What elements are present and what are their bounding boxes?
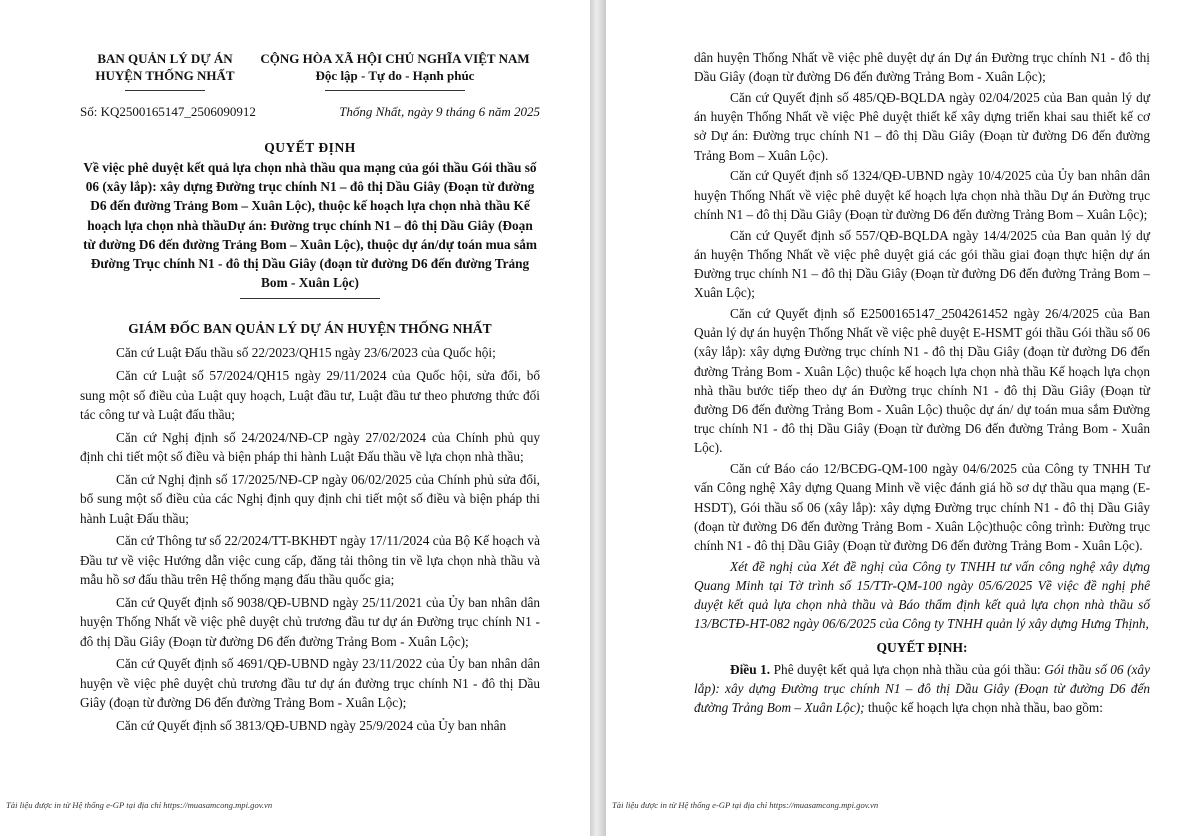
document-number: Số: KQ2500165147_2506090912 (80, 104, 256, 119)
legal-basis-paragraph: Căn cứ Nghị định số 17/2025/NĐ-CP ngày 06/02/2025 của Chính phủ sửa đổi, bổ sung một số điều của các Nghị định quy định chi tiết một số điều và biện pháp thi hành Luật Đấu thầu; (80, 471, 540, 526)
document-date: Thống Nhất, ngày 9 tháng 6 năm 2025 (339, 104, 540, 119)
issuing-organization (80, 50, 250, 91)
subject-text: Về việc phê duyệt kết quả lựa chọn nhà thầu qua mạng của gói thầu Gói thầu số 06 (xây lắp): xây dựng Đường trục chính N1 – đô thị Dầu Giây (Đoạn từ đường D6 đến đường Trảng Bom – Xuân Lộc), thuộc kế hoạch lựa chọn nhà thầu Kế hoạch lựa chọn nhà thầuDự án: Đường trục chính N1 – đô thị Dầu Giây (Đoạn từ đường D6 đến đường Trảng Bom – Xuân Lộc), thuộc dự án/dự toán mua sắm Đường Trục chính N1 - đô thị Dầu Giây (đoạn từ đường D6 đến đường Trảng Bom - Xuân Lộc) (83, 160, 537, 291)
legal-basis-paragraph: Căn cứ Quyết định số 557/QĐ-BQLDA ngày 14/4/2025 của Ban quản lý dự án huyện Thống Nhất về việc phê duyệt giá các gói thầu giai đoạn thực hiện dự án Đường trục chính N1 – đô thị Dầu Giây (Đoạn từ đường D6 đến đường Trảng Bom – Xuân Lộc); (694, 227, 1150, 301)
legal-basis-paragraph: Căn cứ Luật Đấu thầu số 22/2023/QH15 ngày 23/6/2023 của Quốc hội; (116, 345, 496, 361)
page-1-content (80, 50, 540, 739)
document-subject (80, 158, 540, 299)
legal-basis-paragraph: Căn cứ Quyết định số 3813/QĐ-UBND ngày 25/9/2024 của Ủy ban nhân (116, 717, 507, 733)
national-motto (250, 50, 540, 91)
legal-basis-paragraph: Căn cứ Thông tư số 22/2024/TT-BKHĐT ngày 17/11/2024 của Bộ Kế hoạch và Đầu tư về việc Hướng dẫn việc cung cấp, đăng tải thông tin về lựa chọn nhà thầu và mẫu hồ sơ đấu thầu trên Hệ thống mạng đấu thầu quốc gia; (80, 533, 540, 588)
document-page-1 (0, 0, 590, 836)
article-1-text: Phê duyệt kết quả lựa chọn nhà thầu của gói thầu: (770, 661, 1045, 677)
page-gutter (590, 0, 606, 836)
article-1-package: Gói thầu số 06 (xây lắp): xây dựng Đường trục chính N1 – đô thị Dầu Giây (Đoạn từ đường D6 đến đường Trảng Bom – Xuân Lộc); (694, 661, 1150, 716)
legal-basis-paragraph: Căn cứ Quyết định số E2500165147_2504261452 ngày 26/4/2025 của Ban Quản lý dự án huyện Thống Nhất về việc phê duyệt E-HSMT gói thầu Gói thầu số 06 (xây lắp): xây dựng Đường trục chính N1 - đô thị Dầu Giây (đoạn từ đường D6 đến đường Trảng Bom - Xuân Lộc) thuộc kế hoạch lựa chọn nhà thầu Kế hoạch lựa chọn nhà thầu bước tiếp theo dự án Đường trục chính N1 - đô thị Dầu Giây (Đoạn từ đường D6 đến đường Trảng Bom - Xuân Lộc) thuộc dự án/ dự toán mua sắm Đường trục chính N1 - đô thị Dầu Giây (Đoạn từ đường D6 đến đường Trảng Bom - Xuân Lộc). (694, 306, 1150, 456)
org-line-2: HUYỆN THỐNG NHẤT (95, 68, 235, 83)
legal-basis-paragraph: Căn cứ Báo cáo 12/BCĐG-QM-100 ngày 04/6/2025 của Công ty TNHH Tư vấn Công nghệ Xây dựng Quang Minh về việc đánh giá hồ sơ dự thầu qua mạng (E-HSDT), Gói thầu số 06 (xây lắp): xây dựng Đường trục chính N1 - đô thị Dầu Giây (đoạn từ đường D6 đến đường Trảng Bom - Xuân Lộc)thuộc công trình: Đường trục chính N1 - đô thị Dầu Giây (Đoạn từ đường D6 đến đường Trảng Bom - Xuân Lộc). (694, 461, 1150, 554)
motto-underline (325, 90, 465, 91)
page-2-content (694, 48, 1150, 719)
article-1-paragraph (694, 660, 1150, 718)
document-title: QUYẾT ĐỊNH (264, 140, 356, 155)
org-underline (125, 90, 205, 91)
document-meta (80, 104, 540, 120)
article-1-text-end: thuộc kế hoạch lựa chọn nhà thầu, bao gồm: (864, 700, 1103, 716)
nation-line-2: Độc lập - Tự do - Hạnh phúc (315, 68, 475, 83)
continuation-paragraph: dân huyện Thống Nhất về việc phê duyệt dự án Dự án Đường trục chính N1 - đô thị Dầu Giây (đoạn từ đường D6 đến đường Trảng Bom - Xuân Lộc); (694, 50, 1150, 85)
legal-basis-paragraph: Căn cứ Quyết định số 4691/QĐ-UBND ngày 23/11/2022 của Ủy ban nhân dân huyện về việc phê duyệt chủ trương đầu tư dự án đường trục chính N1 - đô thị Dầu Giây (đoạn từ đường D6 đến đường Trảng Bom - Xuân Lộc); (80, 656, 540, 711)
page-footer: Tài liệu được in từ Hệ thống e-GP tại địa chỉ https://muasamcong.mpi.gov.vn (6, 800, 273, 810)
legal-basis-paragraph: Căn cứ Nghị định số 24/2024/NĐ-CP ngày 27/02/2024 của Chính phủ quy định chi tiết một số điều và biện pháp thi hành Luật Đấu thầu về lựa chọn nhà thầu; (80, 429, 540, 465)
subject-underline (240, 298, 380, 299)
page-footer: Tài liệu được in từ Hệ thống e-GP tại địa chỉ https://muasamcong.mpi.gov.vn (612, 800, 879, 810)
nation-line-1: CỘNG HÒA XÃ HỘI CHỦ NGHĨA VIỆT NAM (260, 51, 530, 66)
legal-basis-paragraph: Căn cứ Quyết định số 485/QĐ-BQLDA ngày 02/04/2025 của Ban quản lý dự án huyện Thống Nhất về việc Phê duyệt thiết kế xây dựng triển khai sau thiết kế cơ sở Dự án: Đường trục chính N1 – đô thị Dầu Giây (Đoạn từ đường D6 đến đường Trảng Bom – Xuân Lộc). (694, 90, 1150, 163)
legal-basis-paragraph: Căn cứ Quyết định số 1324/QĐ-UBND ngày 10/4/2025 của Ủy ban nhân dân huyện Thống Nhất về việc phê duyệt kế hoạch lựa chọn nhà thầu Dự án Đường trục chính N1 – đô thị Dầu Giây (Đoạn từ đường D6 đến đường Trảng Bom – Xuân Lộc); (694, 168, 1150, 222)
org-line-1: BAN QUẢN LÝ DỰ ÁN (97, 51, 233, 66)
legal-basis-paragraph: Căn cứ Luật số 57/2024/QH15 ngày 29/11/2024 của Quốc hội, sửa đổi, bổ sung một số điều của Luật quy hoạch, Luật đầu tư, Luật đầu tư theo phương thức đối tác công tư và Luật đấu thầu; (80, 368, 540, 422)
article-1-label: Điều 1. (730, 661, 771, 677)
legal-basis-paragraph: Căn cứ Quyết định số 9038/QĐ-UBND ngày 25/11/2021 của Ủy ban nhân dân huyện Thống Nhất về việc phê duyệt chủ trương đầu tư dự án Đường trục chính N1 - đô thị Dầu Giây (Đoạn từ đường D6 đến đường Trảng Bom - Xuân Lộc); (80, 594, 540, 649)
document-header (80, 50, 540, 91)
proposal-paragraph: Xét đề nghị của Xét đề nghị của Công ty TNHH tư vấn công nghệ xây dựng Quang Minh tại Tờ trình số 15/TTr-QM-100 ngày 05/6/2025 Về việc đề nghị phê duyệt kết quả lựa chọn nhà thầu và Báo thẩm định kết quả lựa chọn nhà thầu số 13/BCTĐ-HT-082 ngày 06/6/2025 của Công ty TNHH quản lý xây dựng Hưng Thịnh, (694, 558, 1150, 632)
decision-heading: QUYẾT ĐỊNH: (876, 639, 968, 655)
document-page-2 (606, 0, 1200, 836)
issuing-authority: GIÁM ĐỐC BAN QUẢN LÝ DỰ ÁN HUYỆN THỐNG NHẤT (128, 321, 492, 337)
